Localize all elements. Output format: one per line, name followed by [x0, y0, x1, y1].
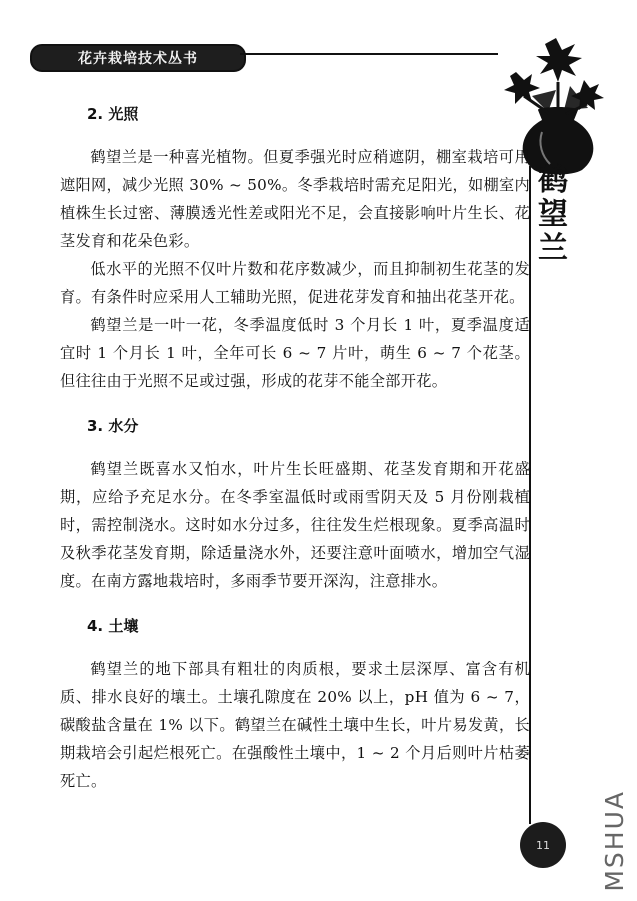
page-number: 11: [536, 838, 550, 852]
watermark: [600, 790, 630, 890]
section-heading-light: 2. 光照: [87, 105, 139, 123]
watermark-text: MSHUA: [600, 790, 629, 892]
section-heading-water: 3. 水分: [87, 417, 139, 435]
page-number-badge: [520, 822, 566, 868]
header-rule: [240, 53, 498, 55]
paragraph: 鹤望兰的地下部具有粗壮的肉质根，要求土层深厚、富含有机质、排水良好的壤土。土壤孔隙度在 20% 以上，pH 值为 6 ~ 7，碳酸盐含量在 1% 以下。鹤望兰在碱性土壤中生长，叶片易发黄，长期栽培会引起烂根死亡。在强酸性土壤中，1 ~ 2 个月后则叶片枯萎死亡。: [60, 660, 530, 790]
series-title-banner: [30, 44, 246, 72]
paragraph: 鹤望兰是一叶一花，冬季温度低时 3 个月长 1 叶，夏季温度适宜时 1 个月长 1 叶，全年可长 6 ~ 7 片叶，萌生 6 ~ 7 个花茎。但往往由于光照不足或过强，形成的花芽不能全部开花。: [60, 316, 530, 390]
paragraph: 鹤望兰是一种喜光植物。但夏季强光时应稍遮阴，棚室栽培可用遮阳网，减少光照 30% ~ 50%。冬季栽培时需充足阳光，如棚室内植株生长过密、薄膜透光性差或阳光不足，会直接影响叶片生长、花茎发育和花朵色彩。: [60, 148, 530, 250]
series-title: 花卉栽培技术丛书: [78, 51, 198, 67]
page-body: [60, 100, 530, 795]
side-title-char: 兰: [538, 231, 568, 266]
paragraph: 低水平的光照不仅叶片数和花序数减少，而且抑制初生花茎的发育。有条件时应采用人工辅助光照，促进花芽发育和抽出花茎开花。: [60, 260, 530, 306]
section-heading-soil: 4. 土壤: [87, 617, 139, 635]
side-title-char: 望: [538, 197, 568, 232]
side-title-char: 鹤: [538, 163, 568, 198]
side-book-title: [532, 164, 574, 274]
paragraph: 鹤望兰既喜水又怕水，叶片生长旺盛期、花茎发育期和开花盛期，应给予充足水分。在冬季室温低时或雨雪阴天及 5 月份刚栽植时，需控制浇水。这时如水分过多，往往发生烂根现象。夏季高温时及秋季花茎发育期，除适量浇水外，还要注意叶面喷水，增加空气湿度。在南方露地栽培时，多雨季节要开深沟，注意排水。: [60, 460, 530, 590]
